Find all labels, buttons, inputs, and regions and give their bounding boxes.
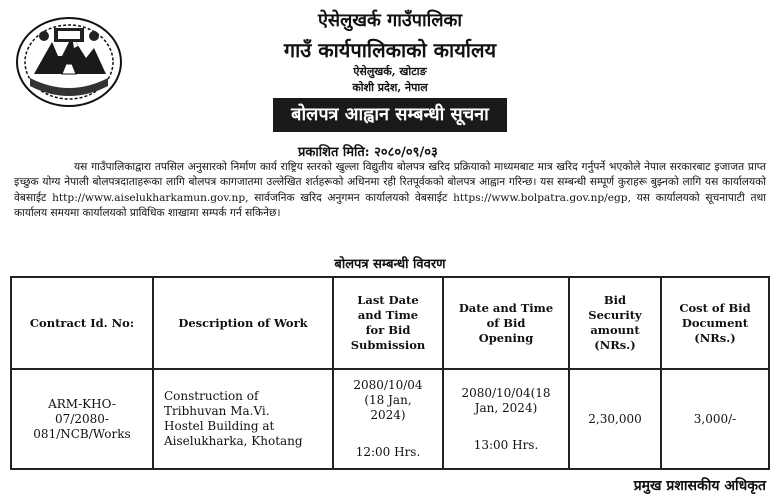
notice-paragraph [14, 160, 766, 221]
notice-paragraph-text: यस गाउँपालिकाद्वारा तपसिल अनुसारको निर्माण कार्य राष्ट्रिय स्तरको खुल्ला विद्युतीय बोलपत्र खरिद प्रक्रियाको माध्यमबाट मात्र खरिद गर्नुपर्ने भएकोले नेपाल सरकारबाट इजाजत प्राप्त इच्छुक योग्य नेपाली बोलपत्रदाताहरूका लागि बोलपत्र कागजातमा उल्लेखित शर्तहरूको अधिनमा रही रितपूर्वकको बोलपत्र आह्वान गरिन्छ। यस सम्बन्धी सम्पूर्ण कुराहरू बुझ्नको लागि यस कार्यालयको वेबसाईट http://www.aiselukharkamun.gov.np, सार्वजनिक खरिद अनुगमन कार्यालयको वेबसाईट https://www.bolpatra.gov.np/egp, यस कार्यालयको सूचनापाटी तथा कार्यालय समयमा कार्यालयको प्राविधिक शाखामा सम्पर्क गर्न सकिनेछ। [14, 161, 766, 219]
notice-title-banner: बोलपत्र आह्वान सम्बन्धी सूचना [273, 98, 507, 132]
bid-details-table [10, 276, 770, 470]
cell-submission: 2080/10/04 (18 Jan, 2024) 12:00 Hrs. [333, 369, 443, 469]
cell-description: Construction of Tribhuvan Ma.Vi. Hostel Building at Aiselukharka, Khotang [153, 369, 333, 469]
table-title: बोलपत्र सम्बन्धी विवरण [334, 257, 446, 272]
office-location: ऐसेलुखर्क, खोटाङ [353, 65, 427, 78]
cell-bid-security: 2,30,000 [569, 369, 661, 469]
published-date: प्रकाशित मिति: २०८०/०९/०३ [298, 145, 438, 160]
table-row [11, 369, 769, 469]
signatory-title: प्रमुख प्रशासकीय अधिकृत [633, 478, 766, 494]
header-opening: Date and Time of Bid Opening [443, 277, 569, 369]
header-bid-security: Bid Security amount (NRs.) [569, 277, 661, 369]
header-submission: Last Date and Time for Bid Submission [333, 277, 443, 369]
cell-contract-id: ARM-KHO- 07/2080- 081/NCB/Works [11, 369, 153, 469]
cell-opening: 2080/10/04(18 Jan, 2024) 13:00 Hrs. [443, 369, 569, 469]
header-description: Description of Work [153, 277, 333, 369]
office-name: गाउँ कार्यपालिकाको कार्यालय [283, 38, 497, 62]
header-contract-id: Contract Id. No: [11, 277, 153, 369]
header-document-cost: Cost of Bid Document (NRs.) [661, 277, 769, 369]
cell-document-cost: 3,000/- [661, 369, 769, 469]
municipality-name: ऐसेलुखर्क गाउँपालिका [317, 10, 463, 31]
table-header-row [11, 277, 769, 369]
office-province: कोशी प्रदेश, नेपाल [352, 81, 428, 94]
